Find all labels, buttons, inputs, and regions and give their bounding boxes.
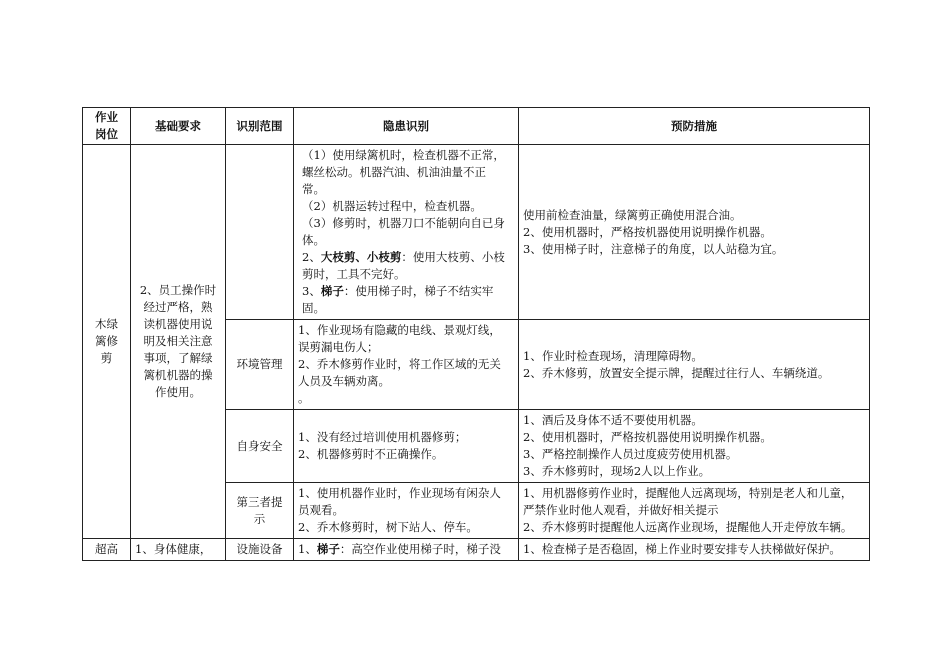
hazard-cell: 1、使用机器作业时，作业现场有闲杂人 员观看。 2、乔木修剪时，树下站人、停车。 <box>294 483 519 539</box>
scope-cell <box>226 145 294 320</box>
position-cell: 木绿 篱修 剪 <box>83 145 131 539</box>
hazard-cell: 1、没有经过培训使用机器修剪； 2、机器修剪时不正确操作。 <box>294 410 519 483</box>
scope-cell: 自身安全 <box>226 410 294 483</box>
bold-term: 梯子 <box>320 284 344 298</box>
basic-requirements-cell: 1、身体健康， <box>131 539 226 561</box>
bold-term: 大枝剪、小枝剪 <box>320 250 402 264</box>
prevention-cell: 1、用机器修剪作业时，提醒他人远离现场，特别是老人和儿童， 严禁作业时他人观看，并做好相关提示 2、乔木修剪时提醒他人远离作业现场，提醒他人开走停放车辆。 <box>519 483 870 539</box>
table-row <box>83 145 870 320</box>
scope-cell: 第三者提 示 <box>226 483 294 539</box>
header-prevention: 预防措施 <box>519 108 870 145</box>
prevention-cell: 1、作业时检查现场，清理障碍物。 2、乔木修剪，放置安全提示牌，提醒过往行人、车辆绕道。 <box>519 320 870 410</box>
header-position: 作业 岗位 <box>83 108 131 145</box>
prevention-cell: 1、酒后及身体不适不要使用机器。 2、使用机器时，严格按机器使用说明操作机器。 3、严格控制操作人员过度疲劳使用机器。 3、乔木修剪时，现场2人以上作业。 <box>519 410 870 483</box>
hazard-cell: （1）使用绿篱机时，检查机器不正常， 螺丝松动。机器汽油、机油油量不正 常。 （2）机器运转过程中，检查机器。 （3）修剪时，机器刀口不能朝向自已身 体。 2、大枝剪、小枝剪：使用大枝剪、小枝 剪时，工具不完好。 3、梯子：使用梯子时，梯子不结实牢 固。 <box>294 145 519 320</box>
header-scope: 识别范围 <box>226 108 294 145</box>
position-cell: 超高 <box>83 539 131 561</box>
bold-term: 梯子 <box>316 542 340 556</box>
header-row <box>83 108 870 145</box>
scope-cell: 环境管理 <box>226 320 294 410</box>
hazard-cell: 1、梯子：高空作业使用梯子时，梯子没 <box>294 539 519 561</box>
hazard-table <box>82 107 870 561</box>
header-hazard-identification: 隐患识别 <box>294 108 519 145</box>
basic-requirements-cell: 2、员工操作时 经过严格，熟 读机器使用说 明及相关注意 事项，了解绿 篱机机器的操 作使用。 <box>131 145 226 539</box>
table-row <box>83 539 870 561</box>
hazard-cell: 1、作业现场有隐藏的电线、景观灯线， 误剪漏电伤人； 2、乔木修剪作业时，将工作区域的无关 人员及车辆劝离。 。 <box>294 320 519 410</box>
header-basic-requirements: 基础要求 <box>131 108 226 145</box>
prevention-cell: 使用前检查油量，绿篱剪正确使用混合油。 2、使用机器时，严格按机器使用说明操作机器。 3、使用梯子时，注意梯子的角度，以人站稳为宜。 <box>519 145 870 320</box>
scope-cell: 设施设备 <box>226 539 294 561</box>
prevention-cell: 1、检查梯子是否稳固，梯上作业时要安排专人扶梯做好保护。 <box>519 539 870 561</box>
